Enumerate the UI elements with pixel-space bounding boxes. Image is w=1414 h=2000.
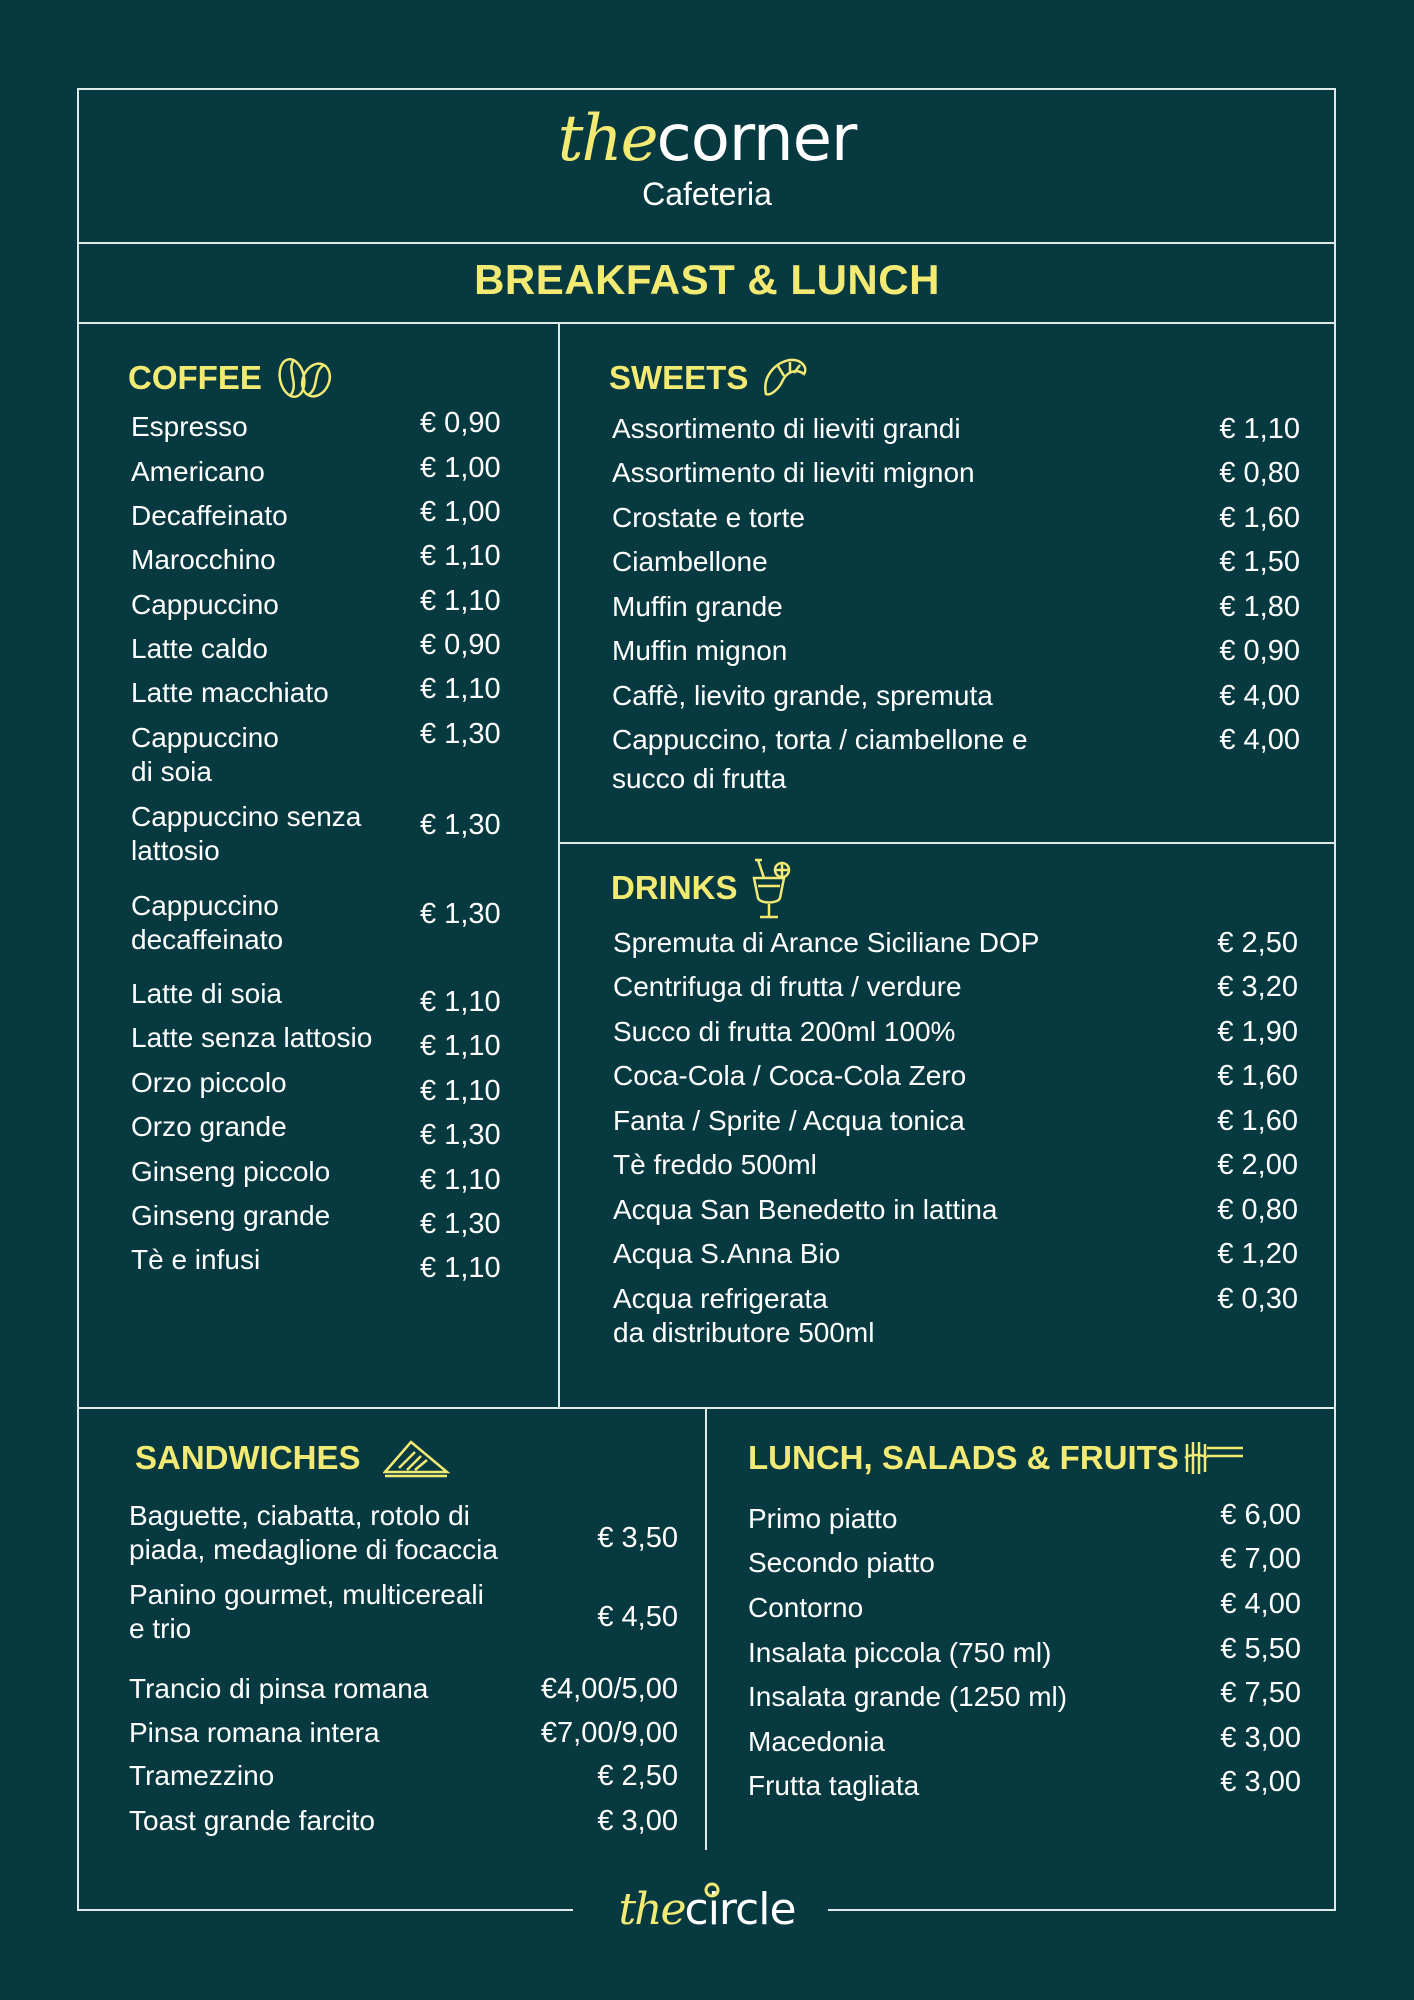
coffee-item-name xyxy=(131,632,268,666)
coffee-item-price: € 1,30 xyxy=(420,718,501,750)
sandwiches-item-name xyxy=(129,1759,274,1793)
footer-logo-dot-icon xyxy=(702,1880,722,1900)
coffee-item-price: € 0,90 xyxy=(420,629,501,661)
coffee-item-price: € 1,00 xyxy=(420,452,501,484)
coffee-item-price: € 1,30 xyxy=(420,898,501,930)
sweets-item-name-line: Muffin grande xyxy=(612,591,783,622)
lunch-item-name xyxy=(748,1680,1067,1714)
coffee-item-price: € 1,10 xyxy=(420,1030,501,1062)
sweets-item-name-line: Caffè, lievito grande, spremuta xyxy=(612,680,993,711)
drinks-item-price: € 2,00 xyxy=(1217,1149,1298,1181)
coffee-beans-icon xyxy=(274,356,336,400)
croissant-icon xyxy=(760,356,810,400)
header-divider xyxy=(77,242,1336,244)
lunch-item-name xyxy=(748,1769,919,1803)
lunch-item-name xyxy=(748,1591,863,1625)
sandwiches-item-name-line: Baguette, ciabatta, rotolo di xyxy=(129,1500,470,1531)
drinks-item-name xyxy=(613,1148,817,1182)
sweets-item-name xyxy=(612,412,961,446)
coffee-item-name xyxy=(131,889,283,957)
coffee-item-price: € 1,10 xyxy=(420,1075,501,1107)
lunch-item-name-line: Secondo piatto xyxy=(748,1547,935,1578)
lunch-item-name xyxy=(748,1725,885,1759)
noodles-icon xyxy=(1183,1438,1245,1478)
frame-top xyxy=(77,88,1336,90)
brand-logo xyxy=(0,100,1414,177)
sweets-item-price: € 1,50 xyxy=(1219,546,1300,578)
sandwiches-item-name-line: piada, medaglione di focaccia xyxy=(129,1534,498,1565)
coffee-heading xyxy=(128,356,336,400)
sandwiches-title: SANDWICHES xyxy=(135,1439,361,1476)
sweets-item-price: € 0,90 xyxy=(1219,635,1300,667)
sweets-item-price: € 1,60 xyxy=(1219,502,1300,534)
sweets-item-name-line: Assortimento di lieviti mignon xyxy=(612,457,975,488)
brand-logo-the: the xyxy=(557,102,657,176)
lunch-item-name-line: Insalata piccola (750 ml) xyxy=(748,1637,1052,1668)
coffee-item-price: € 1,10 xyxy=(420,986,501,1018)
sweets-heading xyxy=(609,356,810,400)
coffee-sweets-divider xyxy=(558,322,560,1409)
coffee-item-name xyxy=(131,676,329,710)
coffee-item-name-line: Latte di soia xyxy=(131,978,282,1009)
coffee-item-name-line: Latte macchiato xyxy=(131,677,329,708)
drinks-item-name xyxy=(613,1237,840,1271)
lunch-item-name-line: Insalata grande (1250 ml) xyxy=(748,1681,1068,1712)
drinks-item-name-line: Acqua S.Anna Bio xyxy=(613,1238,841,1269)
sweets-item-price: € 0,80 xyxy=(1219,457,1300,489)
sandwiches-item-price: € 3,50 xyxy=(597,1522,678,1554)
coffee-item-name-line: Ginseng piccolo xyxy=(131,1156,331,1187)
lunch-item-name-line: Primo piatto xyxy=(748,1503,898,1534)
lunch-title: LUNCH, SALADS & FRUITS xyxy=(748,1439,1179,1476)
drinks-item-name xyxy=(613,1104,965,1138)
coffee-item-price: € 1,10 xyxy=(420,673,501,705)
coffee-item-name-line: Cappuccino xyxy=(131,890,279,921)
coffee-item-name-line: Espresso xyxy=(131,411,248,442)
drinks-item-name xyxy=(613,1059,966,1093)
sandwiches-item-price: €7,00/9,00 xyxy=(540,1717,678,1749)
drinks-item-name-line: Centrifuga di frutta / verdure xyxy=(613,971,962,1002)
coffee-item-name-line: di soia xyxy=(131,756,212,787)
sweets-item-name xyxy=(612,456,975,490)
coffee-item-price: € 1,30 xyxy=(420,1119,501,1151)
coffee-item-name-line: lattosio xyxy=(131,835,220,866)
coffee-item-name-line: Cappuccino xyxy=(131,589,279,620)
lunch-item-name-line: Frutta tagliata xyxy=(748,1770,920,1801)
footer-logo-the: the xyxy=(618,1884,685,1935)
coffee-item-name xyxy=(131,543,276,577)
lunch-item-price: € 5,50 xyxy=(1220,1633,1301,1665)
sandwiches-item-name-line: Panino gourmet, multicereali xyxy=(129,1579,484,1610)
drinks-item-name-line: Tè freddo 500ml xyxy=(613,1149,817,1180)
coffee-item-name-line: Ginseng grande xyxy=(131,1200,331,1231)
coffee-item-name-line: decaffeinato xyxy=(131,924,284,955)
drinks-item-name-line: Acqua refrigerata xyxy=(613,1283,828,1314)
coffee-item-price: € 1,10 xyxy=(420,1164,501,1196)
coffee-title: COFFEE xyxy=(128,359,262,396)
sweets-item-price: € 1,10 xyxy=(1219,413,1300,445)
sweets-drinks-divider xyxy=(558,842,1336,844)
lunch-item-price: € 3,00 xyxy=(1220,1722,1301,1754)
lunch-item-price: € 7,00 xyxy=(1220,1543,1301,1575)
brand-logo-name: corner xyxy=(656,102,857,176)
drinks-item-name xyxy=(613,1193,998,1227)
sweets-item-name xyxy=(612,545,768,579)
banner-divider xyxy=(77,322,1336,324)
coffee-item-name-line: Cappuccino senza xyxy=(131,801,362,832)
drinks-item-name-line: Coca-Cola / Coca-Cola Zero xyxy=(613,1060,967,1091)
sandwich-icon xyxy=(383,1438,451,1478)
drinks-item-price: € 2,50 xyxy=(1217,927,1298,959)
coffee-item-name xyxy=(131,455,265,489)
lunch-item-name xyxy=(748,1636,1051,1670)
lunch-heading xyxy=(748,1438,1245,1478)
drinks-item-name xyxy=(613,970,962,1004)
coffee-item-name-line: Orzo piccolo xyxy=(131,1067,287,1098)
drinks-item-name-line: Spremuta di Arance Siciliane DOP xyxy=(613,927,1040,958)
drinks-item-price: € 1,20 xyxy=(1217,1238,1298,1270)
sandwiches-item-name xyxy=(129,1804,375,1838)
drinks-item-name-line: Fanta / Sprite / Acqua tonica xyxy=(613,1105,965,1136)
drinks-title: DRINKS xyxy=(611,869,738,906)
coffee-item-name-line: Americano xyxy=(131,456,265,487)
coffee-item-name xyxy=(131,1110,287,1144)
coffee-item-name-line: Latte caldo xyxy=(131,633,268,664)
coffee-item-name xyxy=(131,1155,330,1189)
lunch-item-price: € 6,00 xyxy=(1220,1499,1301,1531)
drinks-item-price: € 1,90 xyxy=(1217,1016,1298,1048)
sandwiches-item-name xyxy=(129,1716,380,1750)
coffee-item-name-line: Tè e infusi xyxy=(131,1244,261,1275)
coffee-item-price: € 1,30 xyxy=(420,1208,501,1240)
lunch-item-name xyxy=(748,1546,935,1580)
sandwiches-item-name-line: Trancio di pinsa romana xyxy=(129,1673,429,1704)
sandwiches-lunch-divider xyxy=(705,1407,707,1850)
sweets-item-name-line: Crostate e torte xyxy=(612,502,805,533)
page-subtitle: Cafeteria xyxy=(642,176,772,212)
sandwiches-item-price: € 4,50 xyxy=(597,1601,678,1633)
lunch-item-price: € 7,50 xyxy=(1220,1677,1301,1709)
sandwiches-item-name xyxy=(129,1672,428,1706)
coffee-item-name xyxy=(131,800,361,868)
coffee-item-name xyxy=(131,1199,330,1233)
drinks-item-price: € 1,60 xyxy=(1217,1060,1298,1092)
cocktail-icon xyxy=(750,856,794,920)
coffee-item-price: € 1,10 xyxy=(420,585,501,617)
drinks-item-price: € 1,60 xyxy=(1217,1105,1298,1137)
coffee-item-name xyxy=(131,499,288,533)
frame-right xyxy=(1334,88,1336,1911)
sandwiches-item-price: € 3,00 xyxy=(597,1805,678,1837)
coffee-item-name xyxy=(131,721,279,789)
lunch-item-price: € 4,00 xyxy=(1220,1588,1301,1620)
sandwiches-item-name-line: Tramezzino xyxy=(129,1760,275,1791)
drinks-heading xyxy=(611,856,794,920)
sweets-item-name xyxy=(612,679,993,713)
lunch-item-name xyxy=(748,1502,897,1536)
sandwiches-item-name xyxy=(129,1499,498,1567)
coffee-item-name xyxy=(131,588,279,622)
sweets-item-name-line: succo di frutta xyxy=(612,763,787,794)
sweets-item-name xyxy=(612,723,1028,801)
frame-left xyxy=(77,88,79,1911)
sweets-item-name-line: Cappuccino, torta / ciambellone e xyxy=(612,724,1028,755)
coffee-item-price: € 1,30 xyxy=(420,809,501,841)
sweets-item-name-line: Muffin mignon xyxy=(612,635,788,666)
coffee-item-price: € 1,10 xyxy=(420,1252,501,1284)
lunch-item-price: € 3,00 xyxy=(1220,1766,1301,1798)
coffee-item-name-line: Latte senza lattosio xyxy=(131,1022,373,1053)
lunch-item-name-line: Macedonia xyxy=(748,1726,885,1757)
drinks-item-name xyxy=(613,1015,955,1049)
sweets-title: SWEETS xyxy=(609,359,749,396)
coffee-item-name-line: Cappuccino xyxy=(131,722,279,753)
sweets-item-name-line: Assortimento di lieviti grandi xyxy=(612,413,961,444)
page-title: BREAKFAST & LUNCH xyxy=(474,256,940,303)
drinks-item-price: € 0,30 xyxy=(1217,1283,1298,1315)
drinks-item-name xyxy=(613,1282,874,1350)
coffee-item-price: € 1,10 xyxy=(420,540,501,572)
sandwiches-item-name-line: e trio xyxy=(129,1613,192,1644)
drinks-item-name-line: Succo di frutta 200ml 100% xyxy=(613,1016,956,1047)
coffee-item-name xyxy=(131,1243,260,1277)
footer-logo-name: circle xyxy=(684,1884,796,1935)
drinks-item-price: € 3,20 xyxy=(1217,971,1298,1003)
sweets-item-name xyxy=(612,590,783,624)
coffee-item-name-line: Decaffeinato xyxy=(131,500,288,531)
sandwiches-heading xyxy=(135,1438,451,1478)
sweets-item-price: € 1,80 xyxy=(1219,591,1300,623)
sweets-item-price: € 4,00 xyxy=(1219,724,1300,756)
drinks-item-name-line: da distributore 500ml xyxy=(613,1317,875,1348)
sandwiches-item-price: €4,00/5,00 xyxy=(540,1673,678,1705)
drinks-item-name xyxy=(613,926,1039,960)
sweets-item-name-line: Ciambellone xyxy=(612,546,768,577)
drinks-item-price: € 0,80 xyxy=(1217,1194,1298,1226)
coffee-item-name-line: Orzo grande xyxy=(131,1111,287,1142)
sandwiches-item-price: € 2,50 xyxy=(597,1760,678,1792)
drinks-item-name-line: Acqua San Benedetto in lattina xyxy=(613,1194,998,1225)
coffee-item-price: € 1,00 xyxy=(420,496,501,528)
lunch-item-name-line: Contorno xyxy=(748,1592,864,1623)
coffee-item-name xyxy=(131,1021,372,1055)
coffee-item-price: € 0,90 xyxy=(420,407,501,439)
coffee-item-name xyxy=(131,410,248,444)
sandwiches-item-name xyxy=(129,1578,484,1646)
coffee-item-name-line: Marocchino xyxy=(131,544,276,575)
sweets-item-name xyxy=(612,501,805,535)
sweets-item-name xyxy=(612,634,787,668)
coffee-item-name xyxy=(131,1066,287,1100)
sweets-item-price: € 4,00 xyxy=(1219,680,1300,712)
sandwiches-item-name-line: Pinsa romana intera xyxy=(129,1717,380,1748)
coffee-item-name xyxy=(131,977,282,1011)
sandwiches-item-name-line: Toast grande farcito xyxy=(129,1805,375,1836)
